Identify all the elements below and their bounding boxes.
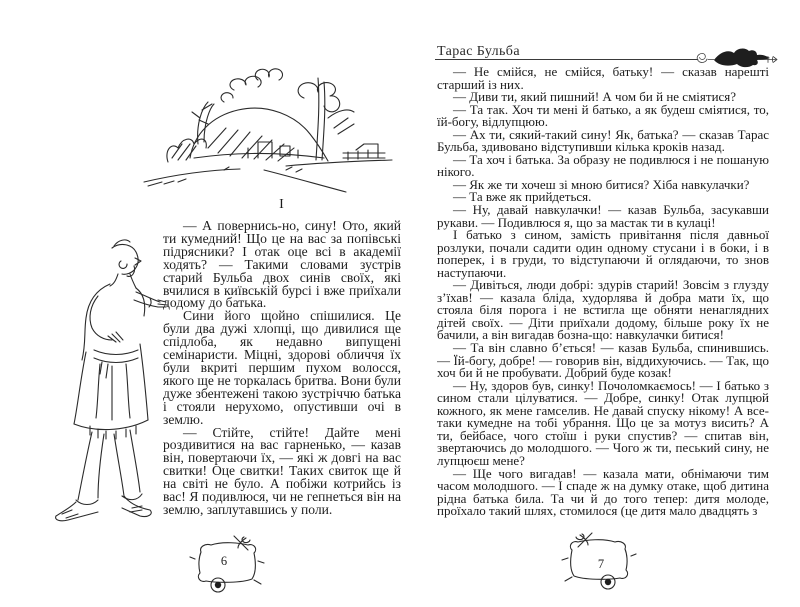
paragraph: — Дивіться, люди добрі: здурів старий! Зовсім з глузду з’їхав! — казала бліда, худорлява й добра мати їх, що стояла біля порога і не встигла ще обняти ненаглядних дітей своїх. — Діти приїхали додому, більше року їх не бачили, а він вигадав бозна-що: навкулачки битися! <box>437 277 769 343</box>
paragraph: — Не смійся, не смійся, батьку! — сказав нарешті старший із них. <box>437 66 769 92</box>
paragraph: — Як же ти хочеш зі мною битися? Хіба навкулачки? <box>453 176 750 192</box>
chapter-numeral: I <box>279 197 285 212</box>
paragraph: — Диви ти, який пишний! А чом би й не сміятися? <box>453 89 737 105</box>
paragraph: — Та так. Хоч ти мені й батько, а як будеш сміятися, то, їй-богу, відлупцюю. <box>437 101 769 130</box>
paragraph: — Ах ти, сякий-такий сину! Як, батька? — сказав Тарас Бульба, здивовано відступивши кілька кроків назад. <box>437 126 769 155</box>
running-head-title: Тарас Бульба <box>437 44 520 59</box>
paragraph: І батько з сином, замість привітання після давньої розлуки, почали садити один одному стусани і в боки, і в поперек, і в груди, то відступаючи й оглядаючи, то знов наступаючи. <box>437 227 769 280</box>
paragraph: — Стійте, стійте! Дайте мені роздивитися на вас гарненько, — казав він, повертаючи їх, — які ж довгі на вас свитки! Оце свитки! Таких свиток ще й на світі не було. А побіжи котрийсь із вас! Я подивлюся, чи не гепнеться він на землю, заплутавшись у поли. <box>163 424 401 517</box>
cossack-figure-illustration <box>42 232 168 534</box>
paragraph: — Та хоч і батька. За образу не подивлюся і не пошаную нікого. <box>437 151 769 180</box>
paragraph: — Та вже як прийдеться. <box>453 189 592 205</box>
paragraph: — Та він славно б’ється! — казав Бульба, спинившись. — Їй-богу, добре! — говорив він, віддихуючись. — Так, що хоч би й не пробувати. Добрий буде козак! <box>437 340 769 381</box>
paragraph: — А повернись-но, сину! Ото, який ти кумедний! Що це на вас за попівські підрясники? І отак оце всі в академії ходять? — Такими словами зустрів старий Бульба двох синів своїх, які вчилися в київській бурсі і вже приїхали додому до батька. <box>163 218 401 311</box>
header-rule <box>435 59 697 60</box>
paragraph: Сини його щойно спішилися. Це були два дужі хлопці, що дивилися ще спідлоба, як недавно випущені семінаристи. Міцні, здорові обличчя їх були вкриті першим пухом волосся, якого ще не торкалась бритва. Вони були дуже збентежені такою зустріччю батька і стояли нерухомо, опустивши очі в землю. <box>163 308 401 427</box>
left-page-text-column <box>163 197 401 539</box>
hut-landscape-illustration <box>138 58 400 198</box>
page-number: 6 <box>220 554 228 568</box>
right-page-text-column <box>437 66 769 522</box>
paragraph: — Ну, здоров був, синку! Почоломкаємось! — І батько з сином стали цілуватися. — Добре, синку! Отак лупцюй кожного, як мене гамселив. Не давай спуску нікому! А все-таки кумедне на тобі убрання. Що це за мотуз висить? А ти, бейбасе, чого стоїш і руки спустив? — спитав він, звертаючись до молодшого. — Чого ж ти, песький сину, не лупцюєш мене? <box>437 377 769 468</box>
paragraph: — Ще чого вигадав! — казала мати, обнімаючи тим часом молодшого. — І спаде ж на думку отаке, щоб дитина рідна батька била. Та чи й до того тепер: дитя молоде, проїхало такий шлях, стомилося (це дитя мало двадцять з <box>437 465 769 519</box>
paragraph: — Ну, давай навкулачки! — казав Бульба, засукавши рукави. — Подивлюся я, що за мастак ти в кулаці! <box>437 202 769 230</box>
page-number: 7 <box>597 557 605 571</box>
